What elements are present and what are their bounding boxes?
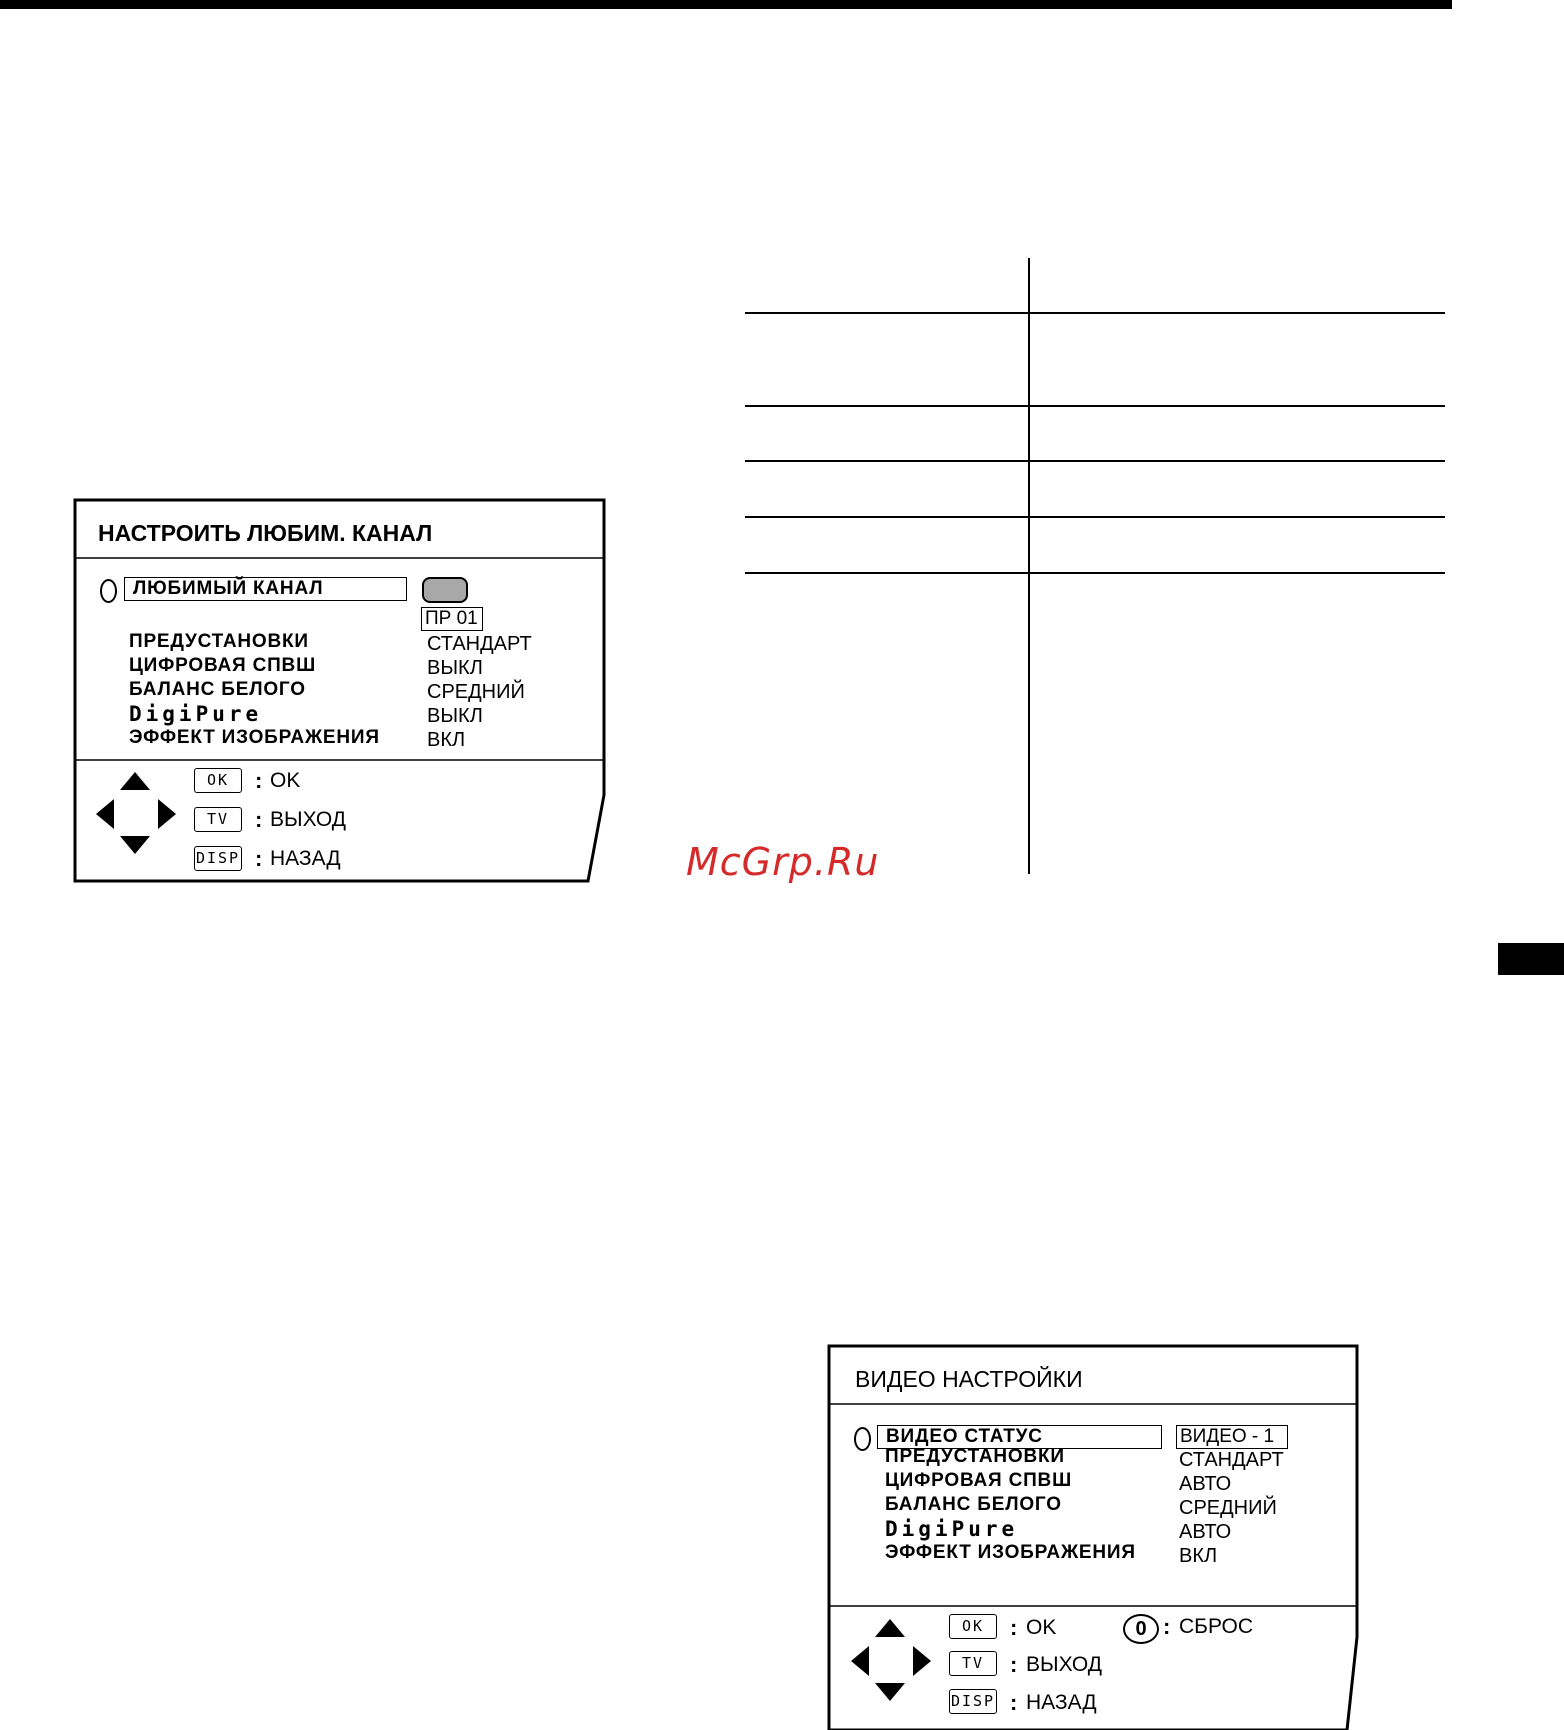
- menu-item-value-selected: [1176, 1425, 1288, 1449]
- menu-item-value: СРЕДНИЙ: [1179, 1497, 1277, 1519]
- key-separator: :: [1163, 1614, 1171, 1639]
- table-row-divider: [745, 405, 1445, 407]
- top-rule: [0, 0, 1452, 9]
- arrow-right-icon: [913, 1646, 931, 1676]
- menu-item-value: ВЫКЛ: [427, 657, 483, 679]
- video-settings-osd-panel: [827, 1344, 1360, 1730]
- menu-item-value: АВТО: [1179, 1521, 1232, 1543]
- menu-item-label[interactable]: ПРЕДУСТАНОВКИ: [885, 1446, 1065, 1467]
- panel-title: ВИДЕО НАСТРОЙКИ: [855, 1366, 1083, 1392]
- table-row-divider: [745, 460, 1445, 462]
- arrow-down-icon: [875, 1683, 905, 1701]
- menu-item-label[interactable]: DigiPure: [129, 702, 263, 726]
- menu-item-label[interactable]: ЦИФРОВАЯ СПВШ: [885, 1470, 1072, 1491]
- disp-key-icon: DISP: [194, 846, 242, 871]
- menu-item-label[interactable]: БАЛАНС БЕЛОГО: [129, 679, 306, 700]
- key-separator: :: [1010, 1652, 1018, 1677]
- key-separator: :: [255, 807, 263, 832]
- arrow-up-icon: [120, 772, 150, 790]
- section-tab-marker: [1498, 943, 1564, 975]
- key-legend-back: НАЗАД: [1026, 1691, 1097, 1714]
- key-legend-exit: ВЫХОД: [270, 808, 347, 831]
- menu-item-value: ВКЛ: [427, 729, 466, 751]
- menu-item-label[interactable]: DigiPure: [885, 1517, 1019, 1541]
- menu-item-value: СТАНДАРТ: [427, 633, 532, 655]
- table-column-divider: [1028, 258, 1030, 874]
- zero-key-icon: 0: [1123, 1614, 1159, 1644]
- menu-item-value: СРЕДНИЙ: [427, 681, 525, 703]
- menu-item-label[interactable]: ЦИФРОВАЯ СПВШ: [129, 655, 316, 676]
- arrow-right-icon: [158, 799, 176, 829]
- key-legend-ok: OK: [1026, 1616, 1057, 1639]
- menu-item-label[interactable]: ЭФФЕКТ ИЗОБРАЖЕНИЯ: [129, 727, 380, 748]
- table-row-divider: [745, 312, 1445, 314]
- menu-item-label[interactable]: ПРЕДУСТАНОВКИ: [129, 631, 309, 652]
- menu-item-value: ВЫКЛ: [427, 705, 483, 727]
- menu-item-value-selected: [421, 607, 483, 631]
- key-separator: :: [1010, 1615, 1018, 1640]
- tv-key-icon: TV: [194, 807, 242, 832]
- menu-item-label: ВИДЕО СТАТУС: [886, 1426, 1043, 1447]
- arrow-down-icon: [120, 836, 150, 854]
- selection-indicator-icon: [854, 1427, 871, 1451]
- tv-key-icon: TV: [949, 1651, 997, 1676]
- key-separator: :: [255, 768, 263, 793]
- value-text: ПР 01: [425, 608, 478, 629]
- key-legend-exit: ВЫХОД: [1026, 1653, 1103, 1676]
- arrow-up-icon: [875, 1619, 905, 1637]
- key-legend-reset: СБРОС: [1179, 1615, 1253, 1638]
- arrow-left-icon: [851, 1646, 869, 1676]
- menu-item-label[interactable]: ЭФФЕКТ ИЗОБРАЖЕНИЯ: [885, 1542, 1136, 1563]
- value-text: ВИДЕО - 1: [1180, 1426, 1275, 1447]
- table-row-divider: [745, 516, 1445, 518]
- menu-item-value: СТАНДАРТ: [1179, 1449, 1284, 1471]
- menu-item-value: ВКЛ: [1179, 1545, 1218, 1567]
- disp-key-icon: DISP: [949, 1689, 997, 1714]
- key-separator: :: [255, 846, 263, 871]
- favourite-channel-osd-panel: [73, 498, 607, 884]
- colour-key-icon: [422, 577, 468, 603]
- key-legend-back: НАЗАД: [270, 847, 341, 870]
- selection-indicator-icon: [100, 579, 117, 603]
- menu-item-value: АВТО: [1179, 1473, 1232, 1495]
- ok-key-icon: OK: [949, 1614, 997, 1639]
- menu-item-selected[interactable]: [124, 577, 407, 601]
- key-separator: :: [1010, 1690, 1018, 1715]
- table-row-divider: [745, 572, 1445, 574]
- panel-title: НАСТРОИТЬ ЛЮБИМ. КАНАЛ: [98, 520, 433, 546]
- watermark: McGrp.Ru: [686, 840, 880, 884]
- menu-item-label[interactable]: БАЛАНС БЕЛОГО: [885, 1494, 1062, 1515]
- key-legend-ok: OK: [270, 769, 301, 792]
- menu-item-label: ЛЮБИМЫЙ КАНАЛ: [133, 578, 324, 599]
- ok-key-icon: OK: [194, 768, 242, 793]
- arrow-left-icon: [96, 799, 114, 829]
